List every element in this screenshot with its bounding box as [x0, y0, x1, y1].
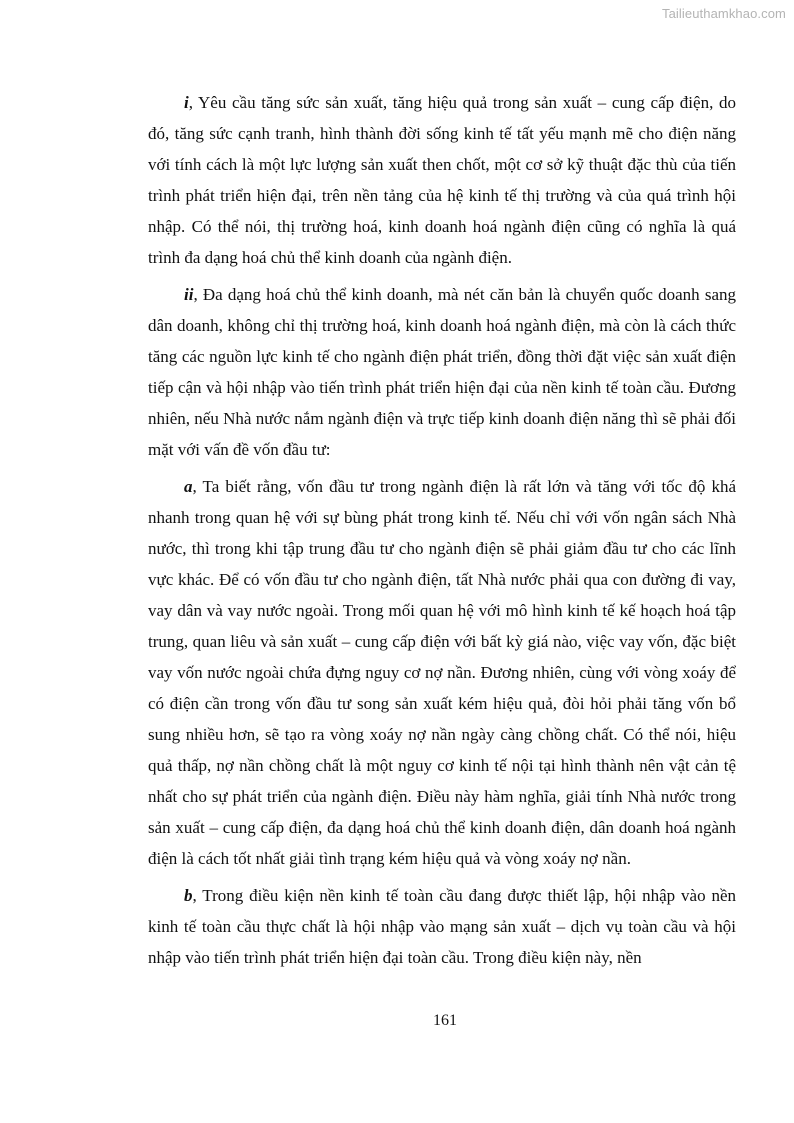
paragraph-a — [148, 471, 736, 874]
paragraph-marker: i — [184, 93, 189, 112]
paragraph-text: , Ta biết rằng, vốn đầu tư trong ngành điện là rất lớn và tăng với tốc độ khá nhanh trong quan hệ với sự bùng phát trong kinh tế. Nếu chỉ với vốn ngân sách Nhà nước, thì trong khi tập trung đầu tư cho ngành điện sẽ phải giảm đầu tư cho các lĩnh vực khác. Để có vốn đầu tư cho ngành điện, tất Nhà nước phải qua con đường đi vay, vay dân và vay nước ngoài. Trong mối quan hệ với mô hình kinh tế kế hoạch hoá tập trung, quan liêu và sản xuất – cung cấp điện với bất kỳ giá nào, việc vay vốn, đặc biệt vay vốn nước ngoài chứa đựng nguy cơ nợ nần. Đương nhiên, cùng với vòng xoáy để có điện cần trong vốn đầu tư song sản xuất kém hiệu quả, đòi hỏi phải tăng vốn bổ sung nhiều hơn, sẽ tạo ra vòng xoáy nợ nần ngày càng chồng chất. Có thể nói, hiệu quả thấp, nợ nần chồng chất là một nguy cơ kinh tế nội tại hình thành nên vật cản tệ nhất cho sự phát triển của ngành điện. Điều này hàm nghĩa, giải tính Nhà nước trong sản xuất – cung cấp điện, đa dạng hoá chủ thể kinh doanh điện, dân doanh hoá ngành điện là cách tốt nhất giải tình trạng kém hiệu quả và vòng xoáy nợ nần. — [148, 477, 736, 868]
paragraph-marker: ii — [184, 285, 194, 304]
paragraph-i — [148, 87, 736, 273]
paragraph-text: , Đa dạng hoá chủ thể kinh doanh, mà nét căn bản là chuyển quốc doanh sang dân doanh, không chỉ thị trường hoá, kinh doanh hoá ngành điện, mà còn là cách thức tăng các nguồn lực kinh tế cho ngành điện phát triển, đồng thời đặt việc sản xuất điện tiếp cận và hội nhập vào tiến trình phát triển hiện đại của nền kinh tế toàn cầu. Đương nhiên, nếu Nhà nước nắm ngành điện và trực tiếp kinh doanh điện năng thì sẽ phải đối mặt với vấn đề vốn đầu tư: — [148, 285, 736, 459]
paragraph-marker: a — [184, 477, 193, 496]
watermark: Tailieuthamkhao.com — [661, 6, 786, 21]
paragraph-text: , Trong điều kiện nền kinh tế toàn cầu đang được thiết lập, hội nhập vào nền kinh tế toàn cầu thực chất là hội nhập vào mạng sản xuất – dịch vụ toàn cầu và hội nhập vào tiến trình phát triển hiện đại toàn cầu. Trong điều kiện này, nền — [148, 886, 736, 967]
page-number: 161 — [433, 1012, 457, 1029]
paragraph-b — [148, 880, 736, 973]
paragraph-ii — [148, 279, 736, 465]
document-body — [148, 87, 736, 979]
paragraph-text: , Yêu cầu tăng sức sản xuất, tăng hiệu quả trong sản xuất – cung cấp điện, do đó, tăng sức cạnh tranh, hình thành đời sống kinh tế tất yếu mạnh mẽ cho điện năng với tính cách là một lực lượng sản xuất then chốt, một cơ sở kỹ thuật đặc thù của tiến trình phát triển hiện đại, trên nền tảng của hệ kinh tế thị trường và của quá trình hội nhập. Có thể nói, thị trường hoá, kinh doanh hoá ngành điện cũng có nghĩa là quá trình đa dạng hoá chủ thể kinh doanh của ngành điện. — [148, 93, 736, 267]
paragraph-marker: b — [184, 886, 193, 905]
